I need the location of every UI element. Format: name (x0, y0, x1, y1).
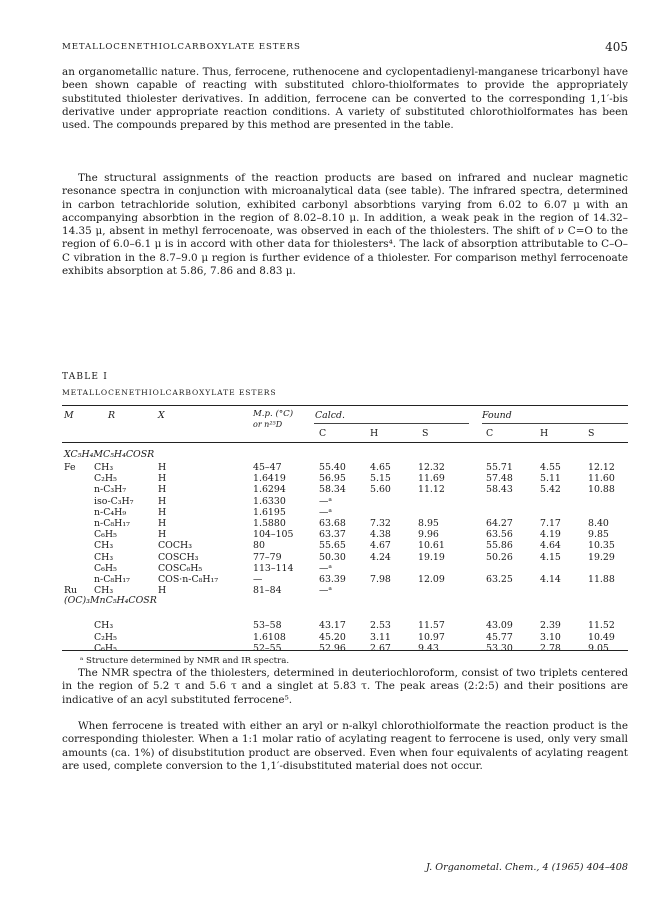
cell-mp: 45–47 (253, 462, 282, 473)
cell-mp: — (253, 574, 263, 585)
cell-calcd-s: 12.32 (418, 462, 445, 473)
cell-calcd-h: 2.53 (370, 620, 391, 632)
cell-calcd-c: 45.20 (319, 631, 346, 643)
header-r: R (108, 410, 116, 421)
cell-r-group: n-C₄H₉ (94, 506, 127, 518)
cell-found-h: 4.64 (540, 540, 561, 552)
header-refractive-index: or n²⁵D (253, 420, 283, 429)
table-row (62, 563, 628, 574)
cell-found-h: 5.11 (540, 473, 561, 485)
cell-r-group: C₆H₅ (94, 529, 117, 541)
cell-found-h: 4.19 (540, 529, 561, 541)
cell-found-c: 58.43 (486, 484, 513, 496)
cell-x-group: COSC₆H₅ (158, 562, 203, 574)
cell-found-s: 8.40 (588, 518, 609, 529)
cell-found-c: 63.56 (486, 529, 513, 541)
cell-found-c: 45.77 (486, 631, 513, 643)
cell-found-c: 55.71 (486, 462, 513, 473)
cell-calcd-h: 4.38 (370, 529, 391, 541)
table-caption: METALLOCENETHIOLCARBOXYLATE ESTERS (62, 388, 277, 397)
table-bottom-rule (62, 650, 628, 651)
cell-found-s: 10.35 (588, 540, 615, 552)
cell-r-group: C₆H₅ (94, 642, 117, 654)
cell-mp: 53–58 (253, 620, 282, 632)
cell-calcd-c: —ᵃ (319, 585, 332, 597)
cell-mp: 1.6108 (253, 631, 286, 643)
cell-found-s: 11.88 (588, 574, 615, 585)
cell-found-h: 4.15 (540, 551, 561, 563)
cell-calcd-c: —ᵃ (319, 495, 332, 507)
cell-x-group: H (158, 495, 167, 507)
cell-x-group: COSCH₃ (158, 551, 199, 563)
cell-mp: 77–79 (253, 551, 282, 563)
paragraph-2: The structural assignments of the reaction products are based on infrared and nuclear magnetic resonance spectra in conjunction with microanalytical data (see table). The infrared spectra, determined in carbon tetrachloride solution, exhibited carbonyl absorbtions varying from 6.02 to 6.07 μ with an accompanying absorbtion in the region of 8.02–8.10 μ. In addition, a weak peak in the region of 14.32–14.35 μ, absent in methyl ferrocenoate, was observed in each of the thiolesters. The shift of ν C=O to the region of 6.0–6.1 μ is in accord with other data for thiolesters⁴. The lack of absorption attributable to C–O–C vibration in the 8.7–9.0 μ region is further evidence of a thiolester. For comparison methyl ferrocenoate exhibits absorption at 5.86, 7.86 and 8.83 μ. (62, 172, 628, 278)
cell-calcd-s: 9.96 (418, 529, 439, 541)
journal-citation: J. Organometal. Chem., 4 (1965) 404–408 (426, 862, 628, 873)
cell-r-group: n-C₈H₁₇ (94, 574, 130, 585)
cell-r-group: CH₃ (94, 585, 114, 597)
cell-calcd-c: —ᵃ (319, 506, 332, 518)
cell-r-group: CH₃ (94, 620, 114, 632)
running-head (62, 40, 628, 56)
table-top-rule (62, 405, 628, 406)
cell-found-h: 3.10 (540, 631, 561, 643)
cell-x-group: H (158, 484, 167, 496)
cell-found-h: 7.17 (540, 518, 561, 529)
table-label: TABLE I (62, 372, 108, 382)
cell-calcd-s: 12.09 (418, 574, 445, 585)
cell-r-group: CH₃ (94, 551, 114, 563)
table-row (62, 643, 628, 654)
cell-metal: Ru (64, 585, 78, 597)
cell-calcd-h: 3.11 (370, 631, 391, 643)
table-footnote: ᵃ Structure determined by NMR and IR spectra. (80, 656, 290, 666)
cell-found-h: 4.14 (540, 574, 561, 585)
cell-calcd-c: 63.68 (319, 518, 346, 529)
cell-x-group: COS·n-C₈H₁₇ (158, 574, 219, 585)
table-row (62, 496, 628, 507)
table-row (62, 484, 628, 495)
table-row (62, 462, 628, 473)
cell-found-s: 10.88 (588, 484, 615, 496)
cell-mp: 1.6294 (253, 484, 286, 496)
cell-r-group: C₂H₅ (94, 631, 117, 643)
cell-x-group: H (158, 506, 167, 518)
cell-calcd-c: 55.40 (319, 462, 346, 473)
cell-mp: 104–105 (253, 529, 294, 541)
cell-mp: 1.6330 (253, 495, 286, 507)
cell-r-group: CH₃ (94, 462, 114, 473)
cell-calcd-h: 5.60 (370, 484, 391, 496)
cell-calcd-s: 10.61 (418, 540, 445, 552)
cell-r-group: CH₃ (94, 540, 114, 552)
cell-calcd-s: 11.69 (418, 473, 445, 485)
cell-found-c: 57.48 (486, 473, 513, 485)
cell-r-group: C₆H₅ (94, 562, 117, 574)
cell-found-s: 9.85 (588, 529, 609, 541)
cell-x-group: H (158, 473, 167, 485)
subheader-found-h: H (540, 428, 549, 439)
table-row (62, 507, 628, 518)
table-row (62, 620, 628, 631)
paragraph-3: The NMR spectra of the thiolesters, determined in deuteriochloroform, consist of two triplets centered in the region of 5.2 τ and 5.6 τ and a singlet at 5.83 τ. The peak areas (2:2:5) and their positions are indicative of an acyl substituted ferrocene⁵. (62, 667, 628, 706)
header-melting-point: M.p. (°C) (253, 409, 294, 419)
cell-calcd-c: 55.65 (319, 540, 346, 552)
cell-found-s: 12.12 (588, 462, 615, 473)
cell-found-s: 9.05 (588, 642, 609, 654)
cell-mp: 1.5880 (253, 518, 286, 529)
cell-calcd-c: 43.17 (319, 620, 346, 632)
cell-r-group: n-C₈H₁₇ (94, 518, 130, 529)
running-title: METALLOCENETHIOLCARBOXYLATE ESTERS (62, 42, 301, 52)
cell-calcd-h: 7.98 (370, 574, 391, 585)
page-number: 405 (605, 40, 628, 54)
cell-mp: 1.6419 (253, 473, 286, 485)
cell-found-s: 19.29 (588, 551, 615, 563)
cell-calcd-h: 5.15 (370, 473, 391, 485)
cell-metal: Fe (64, 462, 76, 473)
cell-found-s: 11.60 (588, 473, 615, 485)
table-row (62, 529, 628, 540)
cell-calcd-c: 63.39 (319, 574, 346, 585)
cell-found-h: 2.78 (540, 642, 561, 654)
cell-calcd-s: 8.95 (418, 518, 439, 529)
paragraph-4: When ferrocene is treated with either an aryl or n-alkyl chlorothiolformate the reaction product is the corresponding thiolester. When a 1:1 molar ratio of acylating reagent to ferrocene is used, only very small amounts (ca. 1%) of disubstitution product are observed. Even when four equivalents of acylating reagent are used, complete conversion to the 1,1′-disubstituted material does not occur. (62, 720, 628, 772)
cell-found-c: 64.27 (486, 518, 513, 529)
cell-found-h: 2.39 (540, 620, 561, 632)
subheader-calcd-h: H (370, 428, 379, 439)
cell-found-c: 63.25 (486, 574, 513, 585)
cell-mp: 52–55 (253, 642, 282, 654)
header-x: X (158, 410, 165, 421)
cell-r-group: iso-C₃H₇ (94, 495, 134, 507)
cell-mp: 1.6195 (253, 506, 286, 518)
cell-x-group: H (158, 585, 167, 597)
cell-found-c: 53.30 (486, 642, 513, 654)
group-label-metallocene: XC₅H₄MC₅H₄COSR (64, 449, 155, 460)
table-row (62, 632, 628, 643)
cell-calcd-h: 2.67 (370, 642, 391, 654)
table-row (62, 473, 628, 484)
calcd-underline (314, 423, 469, 424)
cell-calcd-c: 50.30 (319, 551, 346, 563)
cell-found-h: 4.55 (540, 462, 561, 473)
cell-x-group: H (158, 518, 167, 529)
table-row (62, 574, 628, 585)
cell-x-group: H (158, 462, 167, 473)
cell-mp: 81–84 (253, 585, 282, 597)
table-header-rule (62, 442, 628, 443)
cell-found-c: 50.26 (486, 551, 513, 563)
paragraph-1: an organometallic nature. Thus, ferrocene, ruthenocene and cyclopentadienyl-manganese tricarbonyl have been shown capable of reacting with substituted chloro-thiolformates to provide the appropriately substituted thiolester derivatives. In addition, ferrocene can be converted to the corresponding 1,1′-bis derivative under appropriate reaction conditions. A variety of substituted chlorothiolformates has been used. The compounds prepared by this method are presented in the table. (62, 66, 628, 132)
subheader-calcd-c: C (319, 428, 327, 439)
cell-calcd-h: 4.67 (370, 540, 391, 552)
cell-calcd-c: —ᵃ (319, 562, 332, 574)
cell-calcd-h: 7.32 (370, 518, 391, 529)
cell-mp: 80 (253, 540, 265, 552)
table-row (62, 518, 628, 529)
cell-calcd-c: 63.37 (319, 529, 346, 541)
header-found: Found (482, 410, 512, 421)
cell-found-c: 43.09 (486, 620, 513, 632)
cell-calcd-s: 10.97 (418, 631, 445, 643)
cell-calcd-c: 52.96 (319, 642, 346, 654)
header-calcd: Calcd. (315, 410, 345, 421)
subheader-found-c: C (486, 428, 494, 439)
cell-calcd-c: 56.95 (319, 473, 346, 485)
cell-found-c: 55.86 (486, 540, 513, 552)
cell-found-s: 11.52 (588, 620, 615, 632)
cell-r-group: n-C₃H₇ (94, 484, 127, 496)
group-label-manganese: (OC)₃MnC₅H₄COSR (64, 595, 157, 606)
header-m: M (64, 410, 74, 421)
cell-r-group: C₂H₅ (94, 473, 117, 485)
cell-mp: 113–114 (253, 562, 294, 574)
cell-x-group: COCH₃ (158, 540, 192, 552)
cell-calcd-h: 4.24 (370, 551, 391, 563)
cell-calcd-s: 19.19 (418, 551, 445, 563)
cell-found-h: 5.42 (540, 484, 561, 496)
cell-calcd-s: 11.57 (418, 620, 445, 632)
cell-calcd-c: 58.34 (319, 484, 346, 496)
cell-calcd-s: 9.43 (418, 642, 439, 654)
cell-calcd-s: 11.12 (418, 484, 445, 496)
table-row (62, 540, 628, 551)
subheader-found-s: S (588, 428, 595, 439)
cell-x-group: H (158, 529, 167, 541)
table-row (62, 552, 628, 563)
subheader-calcd-s: S (422, 428, 429, 439)
found-underline (482, 423, 628, 424)
cell-calcd-h: 4.65 (370, 462, 391, 473)
cell-found-s: 10.49 (588, 631, 615, 643)
